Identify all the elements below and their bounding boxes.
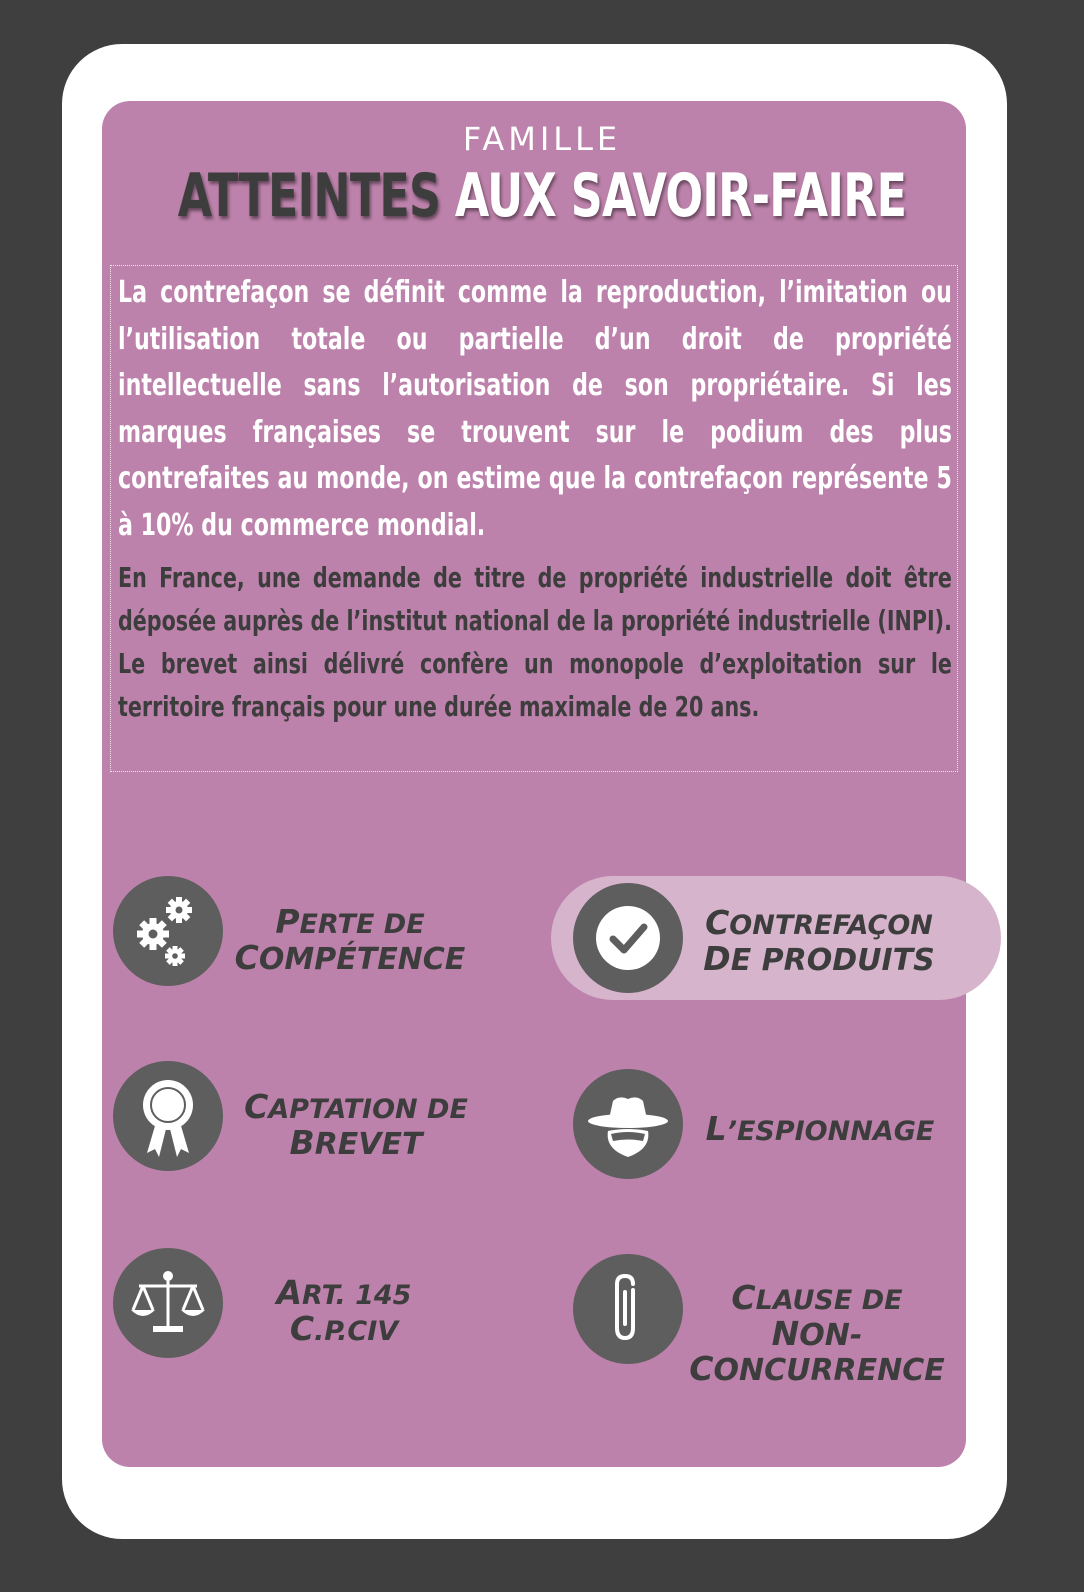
- card-label: CLAUSE DE NON- CONCURRENCE: [689, 1278, 945, 1388]
- gears-icon: [113, 876, 223, 986]
- scales-icon: [113, 1248, 223, 1358]
- family-kicker: FAMILLE: [462, 120, 622, 158]
- family-title-dark: ATTEINTES: [177, 161, 441, 231]
- paperclip-icon: [573, 1254, 683, 1364]
- card-label: CONTREFAÇON DE PRODUITS: [703, 903, 935, 978]
- card-label: PERTE DE COMPÉTENCE: [234, 902, 466, 977]
- family-title: [141, 158, 943, 234]
- description-paragraph-1: La contrefaçon se définit comme la reproduction, l’imitation ou l’utilisation totale ou partielle d’un droit de propriété intellectuelle sans l’autorisation de son propriétaire. Si les marques françaises se trouvent sur le podium des plus contrefaites au monde, on estime que la contrefaçon représente 5 à 10% du commerce mondial.: [118, 275, 952, 543]
- spy-icon: [573, 1069, 683, 1179]
- family-title-light: AUX SAVOIR-FAIRE: [454, 161, 907, 231]
- card-label: ART. 145 C.P.CIV: [276, 1273, 412, 1348]
- description-paragraph-2: En France, une demande de titre de propriété industrielle doit être déposée auprès de l’institut national de la propriété industrielle (INPI). Le brevet ainsi délivré confère un monopole d’exploitation sur le territoire français pour une durée maximale de 20 ans.: [118, 561, 952, 723]
- checkmark-icon: [573, 883, 683, 993]
- card-label: L’ESPIONNAGE: [705, 1109, 935, 1148]
- award-ribbon-icon: [113, 1061, 223, 1171]
- card-label: CAPTATION DE BREVET: [244, 1087, 468, 1162]
